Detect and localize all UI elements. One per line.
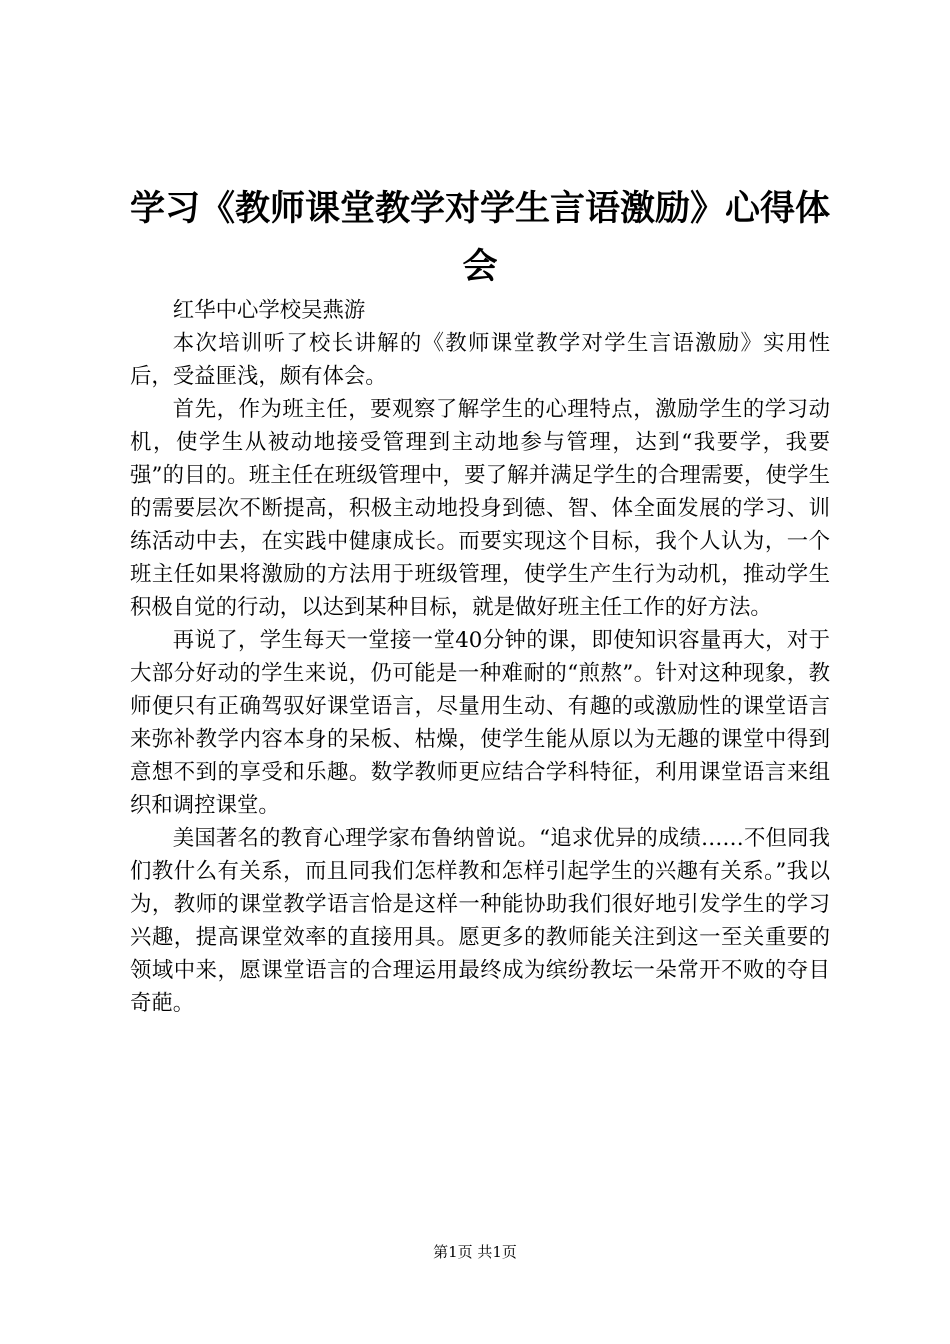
page-footer: 第1页 共1页 [433,1243,517,1261]
paragraph-third: 美国著名的教育心理学家布鲁纳曾说。“追求优异的成绩……不但同我们教什么有关系，而且同我们怎样教和怎样引起学生的兴趣有关系。”我以为，教师的课堂教学语言恰是这样一种能协助我们很好地引发学生的学习兴趣，提高课堂效率的直接用具。愿更多的教师能关注到这一至关重要的领域中来，愿课堂语言的合理运用最终成为缤纷教坛一朵常开不败的夺目奇葩。 [130,826,830,1016]
document-title: 学习《教师课堂教学对学生言语激励》心得体会 [129,189,830,287]
author-line: 红华中心学校吴燕游 [172,298,366,323]
paragraph-intro: 本次培训听了校长讲解的《教师课堂教学对学生言语激励》实用性后，受益匪浅，颇有体会。 [130,331,830,389]
document-body [130,294,830,1020]
paragraph-first: 首先，作为班主任，要观察了解学生的心理特点，激励学生的学习动机，使学生从被动地接受管理到主动地参与管理，达到“我要学，我要强”的目的。班主任在班级管理中，要了解并满足学生的合理需要，使学生的需要层次不断提高，积极主动地投身到德、智、体全面发展的学习、训练活动中去，在实践中健康成长。而要实现这个目标，我个人认为，一个班主任如果将激励的方法用于班级管理，使学生产生行为动机，推动学生积极自觉的行动，以达到某种目标，就是做好班主任工作的好方法。 [130,397,830,620]
paragraph-second: 再说了，学生每天一堂接一堂40分钟的课，即使知识容量再大，对于大部分好动的学生来说，仍可能是一种难耐的“煎熬”。针对这种现象，教师便只有正确驾驭好课堂语言，尽量用生动、有趣的或激励性的课堂语言来弥补教学内容本身的呆板、枯燥，使学生能从原以为无趣的课堂中得到意想不到的享受和乐趣。数学教师更应结合学科特征，利用课堂语言来组织和调控课堂。 [130,628,830,818]
